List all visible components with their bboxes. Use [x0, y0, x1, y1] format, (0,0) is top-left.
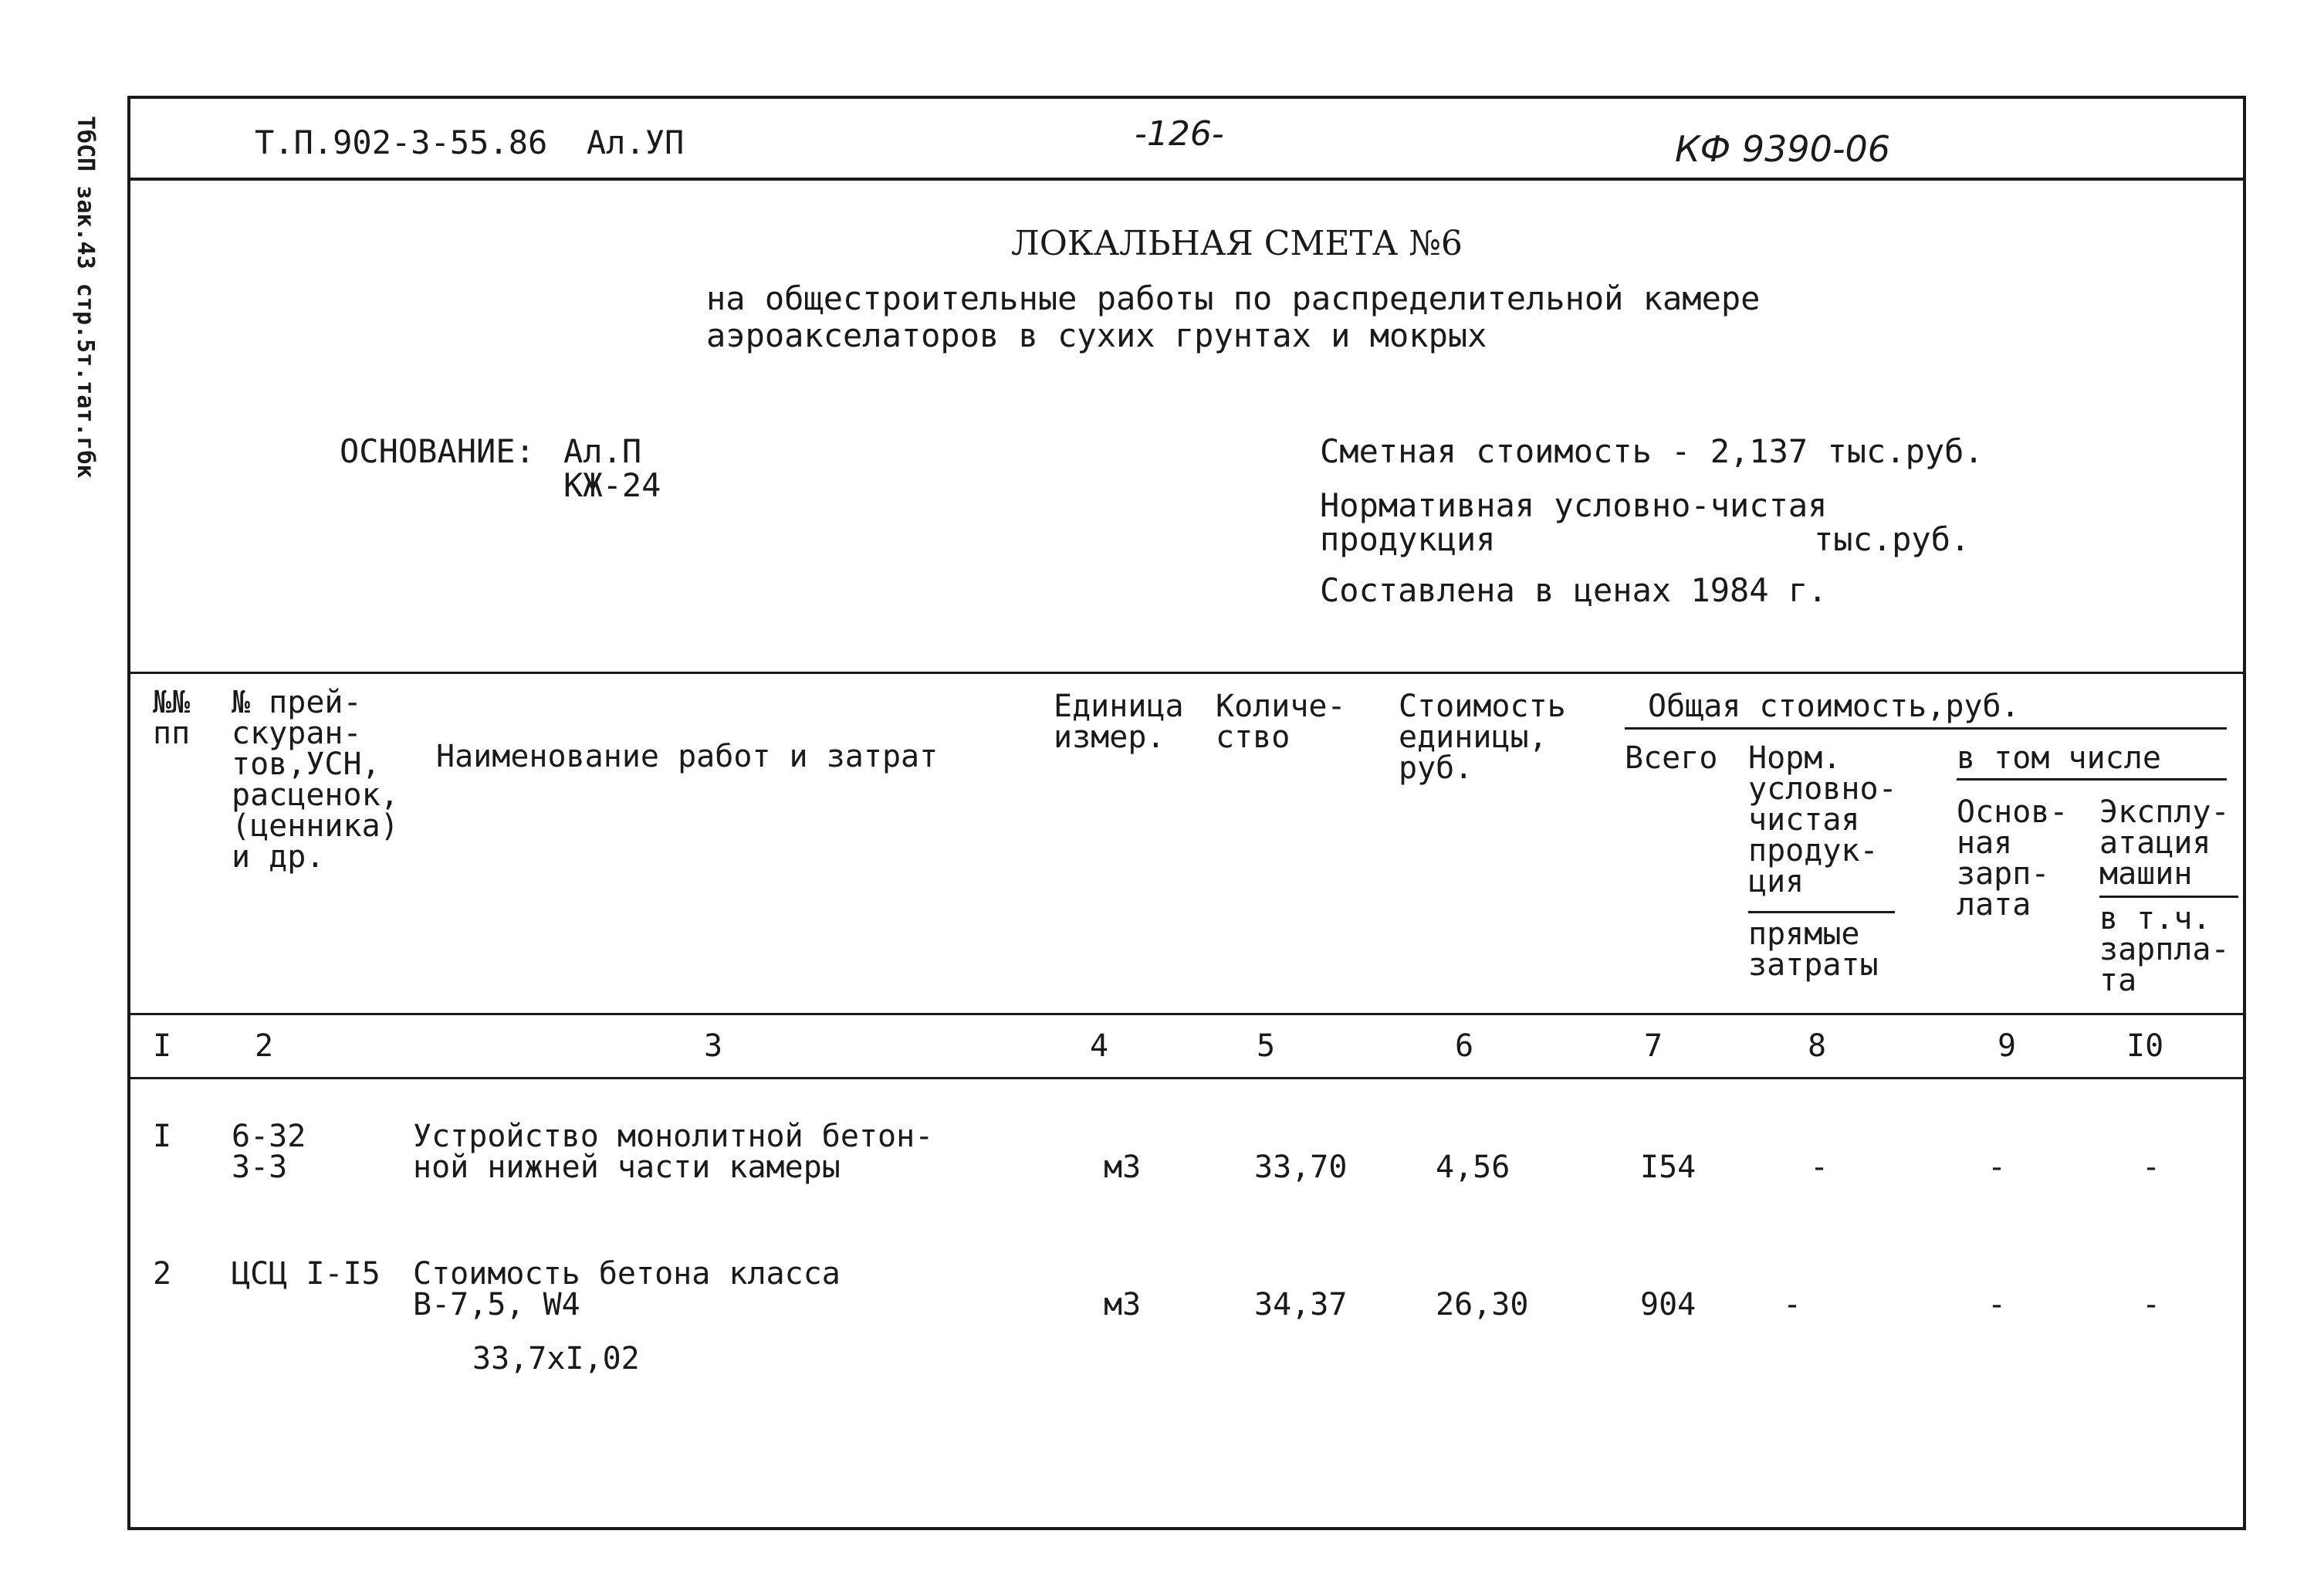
- row1-col8: -: [1810, 1150, 1829, 1185]
- norm-product-line2: продукция: [1320, 520, 1496, 558]
- colnum-1: I: [153, 1028, 172, 1064]
- prices-line: Составлена в ценах 1984 г.: [1320, 571, 1828, 609]
- basis-line2: КЖ-24: [563, 466, 661, 504]
- norm-product-line1: Нормативная условно-чистая: [1320, 486, 1828, 524]
- header-col5: Количе- ство: [1216, 689, 1346, 755]
- colnum-2: 2: [255, 1028, 274, 1064]
- colnum-3: 3: [704, 1028, 723, 1064]
- header-col7: Всего: [1625, 740, 1718, 776]
- col10-split-rule: [2099, 896, 2238, 898]
- subtitle-line1: на общестроительные работы по распределительной камере: [706, 279, 1761, 317]
- header-incl-group: в том числе: [1957, 740, 2161, 776]
- row2-qty: 34,37: [1254, 1287, 1348, 1322]
- row2-name: Стоимость бетона класса В-7,5, W4: [413, 1256, 841, 1322]
- row2-total: 904: [1640, 1287, 1696, 1322]
- header-col1: №№ пп: [153, 685, 191, 751]
- row2-col8: -: [1783, 1287, 1802, 1322]
- row1-unit: м3: [1104, 1150, 1142, 1185]
- col8-split-rule: [1748, 911, 1895, 913]
- row2-code: ЦСЦ I-I5: [232, 1256, 381, 1292]
- colnum-5: 5: [1257, 1028, 1276, 1064]
- row2-col10: -: [2142, 1287, 2161, 1322]
- colnum-9: 9: [1998, 1028, 2017, 1064]
- subtitle-line2: аэроакселаторов в сухих грунтах и мокрых: [706, 317, 1487, 354]
- header-col6: Стоимость единицы, руб.: [1399, 689, 1566, 786]
- row2-formula: 33,7xI,02: [472, 1341, 640, 1377]
- total-group-rule: [1625, 727, 2227, 730]
- row1-name: Устройство монолитной бетон- ной нижней части камеры: [413, 1119, 934, 1185]
- page-number: -126-: [1135, 114, 1224, 154]
- row1-qty: 33,70: [1254, 1150, 1348, 1185]
- row1-total: I54: [1640, 1150, 1696, 1185]
- colnum-6: 6: [1455, 1028, 1474, 1064]
- basis-label: ОСНОВАНИЕ:: [340, 432, 535, 470]
- margin-stamp: [45, 116, 107, 517]
- colnum-bottom-rule: [127, 1077, 2246, 1079]
- header-col9: Основ- ная зарп- лата: [1957, 794, 2069, 923]
- header-col10-top: Эксплу- атация машин: [2099, 794, 2230, 892]
- row1-code: 6-32 3-3: [232, 1119, 306, 1185]
- row2-num: 2: [153, 1256, 172, 1292]
- page-title: ЛОКАЛЬНАЯ СМЕТА №6: [1011, 224, 1463, 263]
- incl-group-rule: [1957, 778, 2227, 781]
- table-top-rule: [127, 672, 2246, 674]
- header-left: Т.П.902-3-55.86 Ал.УП: [255, 124, 685, 161]
- document-code: КФ 9390-06: [1675, 128, 1891, 170]
- header-col4: Единица измер.: [1054, 689, 1184, 755]
- margin-stamp-text: ТбСП зак.43 стр.5т.тат.гбк: [72, 116, 99, 479]
- norm-product-unit: тыс.руб.: [1814, 520, 1970, 558]
- colnum-4: 4: [1090, 1028, 1109, 1064]
- header-col2: № прей- скуран- тов,УСН, расценок, (ценника) и др.: [232, 685, 399, 875]
- header-col3: Наименование работ и затрат: [436, 739, 939, 774]
- row1-col9: -: [1987, 1150, 2007, 1185]
- colnum-7: 7: [1644, 1028, 1663, 1064]
- colnum-8: 8: [1808, 1028, 1827, 1064]
- header-divider: [127, 178, 2246, 181]
- row2-unit: м3: [1104, 1287, 1142, 1322]
- colnum-10: I0: [2126, 1028, 2164, 1064]
- header-col8-top: Норм. условно- чистая продук- ция: [1748, 740, 1897, 899]
- basis-line1: Ал.П: [563, 432, 642, 470]
- row1-num: I: [153, 1119, 172, 1154]
- row1-unit-cost: 4,56: [1436, 1150, 1510, 1185]
- header-bottom-rule: [127, 1013, 2246, 1015]
- row2-col9: -: [1987, 1287, 2007, 1322]
- header-total-group: Общая стоимость,руб.: [1648, 689, 2020, 724]
- row1-col10: -: [2142, 1150, 2161, 1185]
- row2-unit-cost: 26,30: [1436, 1287, 1529, 1322]
- header-col10-bottom: в т.ч. зарпла- та: [2099, 901, 2230, 998]
- header-col8-bottom: прямые затраты: [1748, 916, 1879, 983]
- estimated-cost: Сметная стоимость - 2,137 тыс.руб.: [1320, 432, 1984, 470]
